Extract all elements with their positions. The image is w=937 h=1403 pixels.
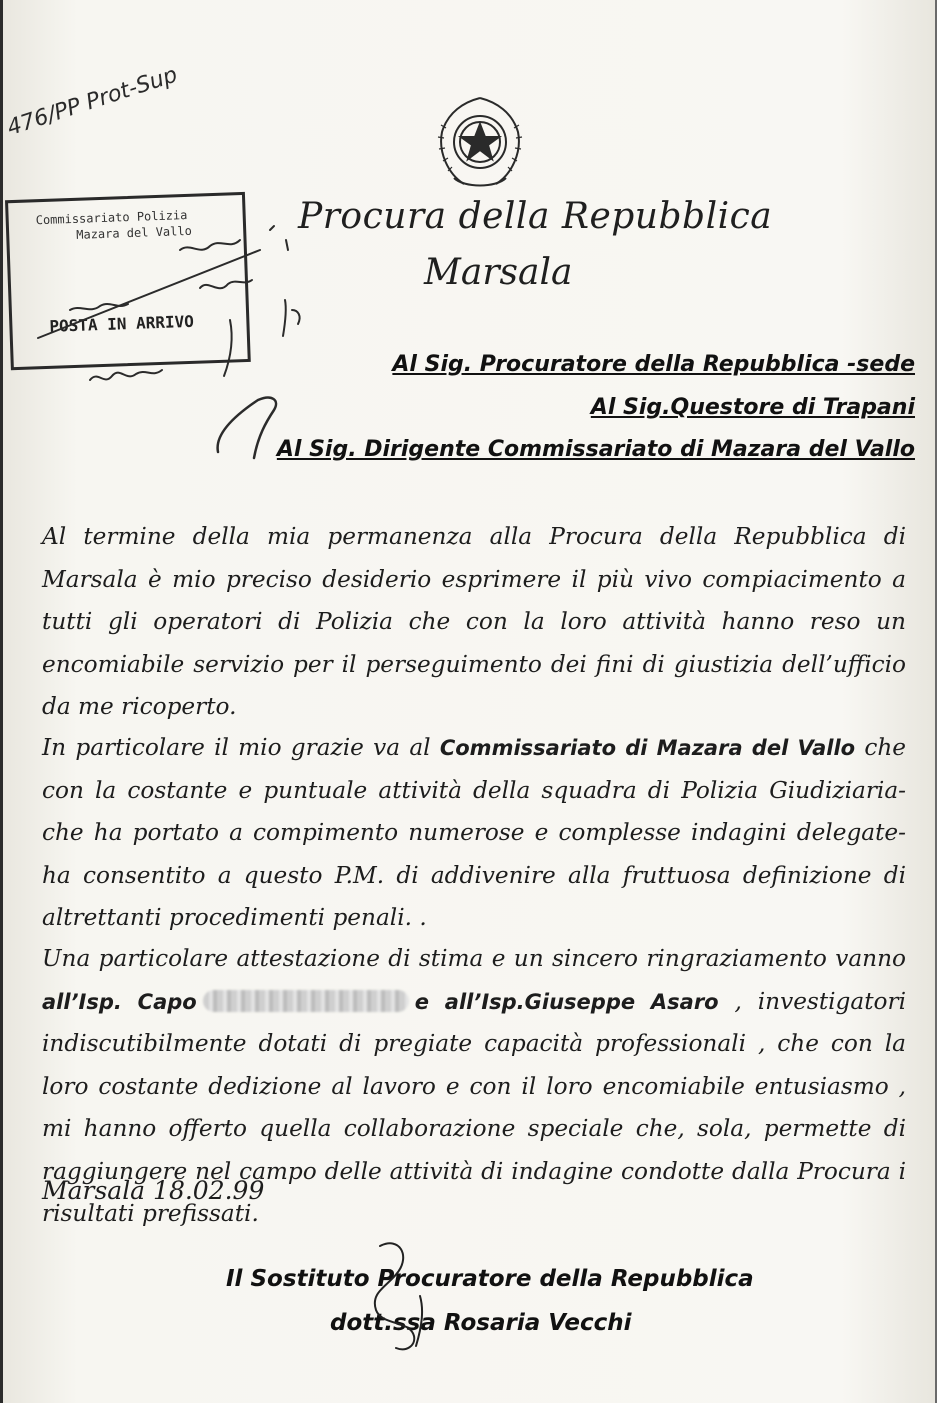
office-heading: Procura della Repubblica (298, 196, 773, 237)
city-heading: Marsala (424, 252, 573, 293)
paragraph-3-middle: , investigatori indiscutibilmente dotati di pregiate capacità professionali , che con la loro costante dedizione al lavoro e con il loro encomiabile entusiasmo , mi hanno offerto quella collaborazione (42, 987, 906, 1142)
place-date: Marsala 18.02.99 (42, 1176, 265, 1205)
paragraph-1: Al termine della mia permanenza alla Procura della Repubblica di Marsala è mio preciso desiderio esprimere il più vivo compiacimento a tutti gli operatori di Polizia che con la loro attività hanno reso un encomiabile servizio per il perseguimento dei fini di giustizia dell’ufficio da me ricoperto. (42, 523, 906, 720)
paragraph-3-end: che, sola, permette di raggiungere nel campo delle attività di indagine condotte dalla Procura i risultati prefissati. (42, 1115, 906, 1227)
handwritten-scribble (30, 207, 330, 400)
emphasis-word: speciale (527, 1115, 624, 1142)
signatory-title: Il Sostituto Procuratore della Repubblica (226, 1266, 754, 1292)
stamp-line-2: Mazara del Vallo (76, 223, 193, 242)
addressee-procuratore: Al Sig. Procuratore della Repubblica -sede (392, 352, 915, 377)
handwritten-signature (340, 1236, 450, 1356)
signatory-name: dott.ssa Rosaria Vecchi (330, 1310, 632, 1336)
paragraph-2-end: che con la costante e puntuale attività della squadra di Polizia Giudiziaria-che ha portato a compimento numerose e complesse indagini delegate- ha consentito a questo P.M. di addivenire alla fruttuosa definizione di altrettanti procedimenti penali. . (42, 734, 907, 931)
paragraph-3-start: Una particolare attestazione di stima e un sincero ringraziamento vanno (42, 945, 906, 972)
isp-capo-label: all’Isp. Capo (42, 989, 197, 1014)
stamp-line-1: Commissariato Polizia (35, 207, 188, 228)
redacted-name (203, 990, 409, 1012)
addressee-questore: Al Sig.Questore di Trapani (590, 395, 915, 420)
emblem-of-italy-icon (434, 92, 526, 192)
stamp-line-3: POSTA IN ARRIVO (49, 311, 195, 336)
paragraph-2-start: In particolare il mio grazie va al (42, 734, 431, 761)
protocol-note: 476/PP Prot-Sup (4, 62, 181, 141)
addressee-dirigente: Al Sig. Dirigente Commissariato di Mazara del Vallo (276, 437, 915, 462)
commissariato-name: Commissariato di Mazara del Vallo (439, 736, 856, 760)
paragraph-2 (42, 727, 906, 940)
isp-asaro-label: e all’Isp.Giuseppe Asaro (414, 989, 719, 1014)
